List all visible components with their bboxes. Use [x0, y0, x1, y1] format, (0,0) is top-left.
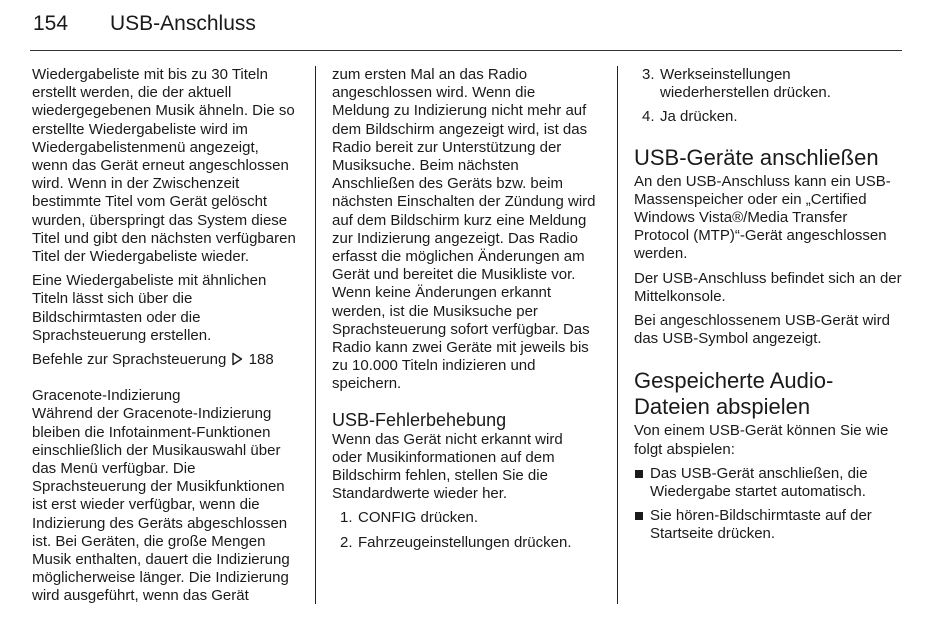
column-divider-2: [617, 66, 618, 604]
steps-list: [332, 509, 596, 551]
list-item: 1. CONFIG drücken.: [340, 509, 479, 527]
page-title: USB-Anschluss: [110, 12, 256, 35]
column-2: [332, 66, 596, 558]
button-name: Fahrzeugeinstellungen: [358, 533, 510, 551]
section-heading: Gespeicherte Audio-Dateien abspielen: [634, 368, 834, 420]
list-item: 2. Fahrzeugeinstellungen drücken.: [340, 533, 572, 551]
paragraph: Von einem USB-Gerät können Sie wie folgt abspielen:: [634, 422, 889, 458]
list-item: 3. Werkseinstellungen wiederherstellen drücken.: [642, 66, 831, 102]
page-header: [33, 8, 903, 50]
bullet-square-icon: [635, 512, 643, 520]
button-name: Sie hören: [650, 507, 715, 525]
cross-reference-page: 188: [248, 351, 274, 369]
list-item: Sie hören-Bildschirmtaste auf der Startseite drücken.: [634, 507, 904, 543]
section-heading: USB-Fehlerbehebung: [332, 409, 507, 430]
cross-reference-text: Befehle zur Sprachsteuerung: [32, 351, 227, 369]
page-number: 154: [33, 12, 69, 35]
paragraph: An den USB-Anschluss kann ein USB-Massenspeicher oder ein „Certified Windows Vista®/Media Transfer Protocol (MTP)“-Gerät angeschlossen werden.: [634, 172, 891, 263]
paragraph: Der USB-Anschluss befindet sich an der Mittelkonsole.: [634, 269, 902, 305]
column-1: [32, 66, 298, 612]
paragraph: Eine Wiedergabeliste mit ähnlichen Titeln lässt sich über die Bildschirmtasten oder die Sprachsteuerung erstellen.: [32, 272, 267, 344]
column-3: [634, 66, 904, 550]
list-item: Das USB-Gerät anschließen, die Wiedergabe startet automatisch.: [634, 465, 904, 501]
button-name: CONFIG: [358, 509, 417, 527]
steps-list: [634, 66, 904, 127]
bullet-square-icon: [635, 470, 643, 478]
paragraph: zum ersten Mal an das Radio angeschlossen wird. Wenn die Meldung zu Indizierung nicht mehr auf dem Bildschirm angezeigt wird, ist das Radio bereit zur Unterstützung der Musiksuche. Beim nächsten Anschließen des Geräts bzw. beim nächsten Einschalten der Zündung wird auf dem Bildschirm kurz eine Meldung zur Indizierung angezeigt. Das Radio erfasst die möglichen Änderungen am Gerät und bereitet die Musikliste vor. Wenn keine Änderungen erkannt werden, ist die Musiksuche per Sprachsteuerung sofort verfügbar. Das Radio kann zwei Geräte mit jeweils bis zu 10.000 Titeln indizieren und speichern.: [332, 66, 596, 393]
paragraph: Während der Gracenote-Indizierung bleiben die Infotainment-Funktionen einschließlich der Musikauswahl über das Menü verfügbar. Die Sprachsteuerung der Musikfunktionen ist erst wieder verfügbar, wenn die Indizierung des Geräts abgeschlossen ist. Bei Geräten, die große Mengen Musik enthalten, dauert die Indizierung möglicherweise länger. Die Indizierung wird ausgeführt, wenn das Gerät: [32, 405, 290, 605]
paragraph: Bei angeschlossenem USB-Gerät wird das USB-Symbol angezeigt.: [634, 312, 890, 348]
header-divider: [30, 50, 902, 51]
paragraph: Wenn das Gerät nicht erkannt wird oder Musikinformationen auf dem Bildschirm fehlen, stellen Sie die Standardwerte wieder her.: [332, 430, 563, 503]
page-reference-arrow-icon: [230, 352, 244, 366]
section-heading: USB-Geräte anschließen: [634, 144, 879, 170]
list-item: 4. Ja drücken.: [642, 108, 738, 126]
paragraph: Wiedergabeliste mit bis zu 30 Titeln erstellt werden, die der aktuell wiedergegebenen Musik ähneln. Die so erstellte Wiedergabeliste wird im Wiedergabelistenmenü angezeigt, wenn das Gerät erneut angeschlossen wird. Wenn in der Zwischenzeit bestimmte Titel vom Gerät gelöscht wurden, überspringt das System diese Titel und gibt den nächsten verfügbaren Titel der Wiedergabeliste wieder.: [32, 66, 296, 266]
bullet-list: [634, 465, 904, 544]
button-name: Werkseinstellungen wiederherstellen: [660, 66, 791, 102]
button-name: Ja: [660, 108, 676, 126]
sub-heading: Gracenote-Indizierung: [32, 387, 181, 405]
cross-reference: [32, 351, 298, 369]
column-divider-1: [315, 66, 316, 604]
